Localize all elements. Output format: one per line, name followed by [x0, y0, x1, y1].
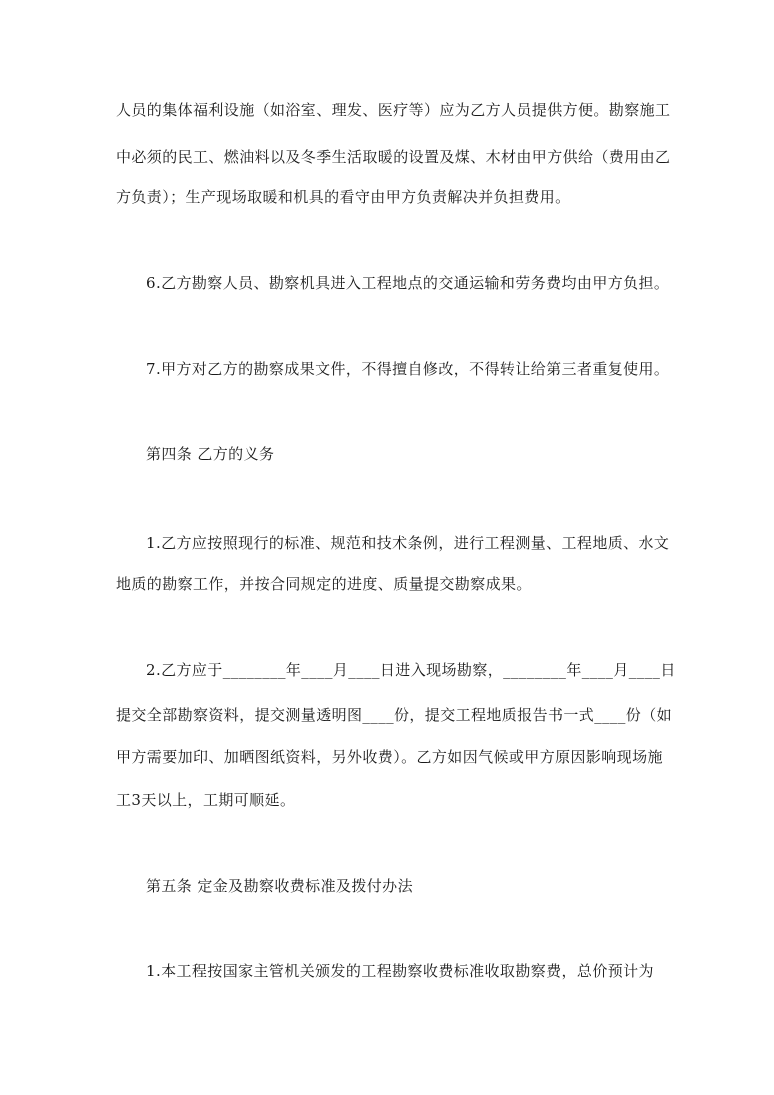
clause-1-fee-line: 1.本工程按国家主管机关颁发的工程勘察收费标准收取勘察费，总价预计为 [146, 962, 654, 980]
section-heading-article-5: 第五条 定金及勘察收费标准及拨付办法 [146, 877, 413, 895]
clause-2-line: 工3天以上，工期可顺延。 [116, 791, 296, 809]
paragraph-line: 人员的集体福利设施（如浴室、理发、医疗等）应为乙方人员提供方便。勘察施工 [116, 101, 671, 119]
clause-2-line: 2.乙方应于________年____月____日进入现场勘察，________年____月____日 [146, 661, 676, 679]
paragraph-line: 方负责）；生产现场取暖和机具的看守由甲方负责解决并负担费用。 [116, 188, 571, 206]
clause-2-line: 提交全部勘察资料，提交测量透明图____份，提交工程地质报告书一式____份（如 [116, 706, 673, 724]
clause-6: 6.乙方勘察人员、勘察机具进入工程地点的交通运输和劳务费均由甲方负担。 [146, 274, 670, 292]
clause-7: 7.甲方对乙方的勘察成果文件，不得擅自修改，不得转让给第三者重复使用。 [146, 360, 670, 378]
paragraph-line: 中必须的民工、燃油料以及冬季生活取暖的设置及煤、木材由甲方供给（费用由乙 [116, 148, 671, 166]
clause-1-line: 地质的勘察工作，并按合同规定的进度、质量提交勘察成果。 [116, 575, 532, 593]
clause-1-line: 1.乙方应按照现行的标准、规范和技术条例，进行工程测量、工程地质、水文 [146, 534, 670, 552]
section-heading-article-4: 第四条 乙方的义务 [146, 445, 275, 463]
clause-2-line: 甲方需要加印、加晒图纸资料，另外收费）。乙方如因气候或甲方原因影响现场施 [116, 748, 663, 766]
